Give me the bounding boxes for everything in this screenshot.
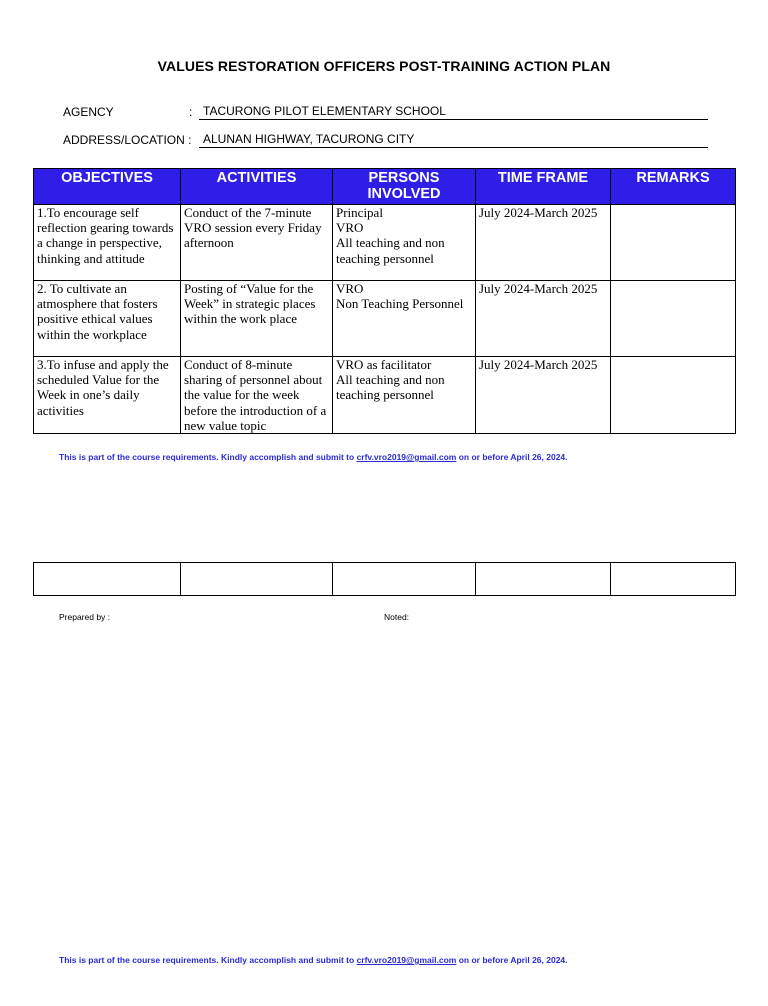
header-persons-involved: PERSONS INVOLVED [333, 169, 476, 205]
course-note [59, 452, 568, 462]
agency-field[interactable]: TACURONG PILOT ELEMENTARY SCHOOL [199, 104, 708, 120]
note-text-after: on or before April 26, 2024. [456, 452, 568, 462]
blank-cell[interactable] [34, 563, 181, 596]
remarks-cell[interactable] [611, 281, 736, 357]
person-entry: VRO [336, 220, 364, 236]
table-row [34, 205, 736, 281]
activity-cell: Conduct of the 7-minute VRO session every Friday afternoon [181, 205, 333, 281]
blank-cell[interactable] [333, 563, 476, 596]
agency-colon: : [189, 105, 193, 119]
person-entry: VRO as facilitator [336, 357, 432, 372]
page-title: VALUES RESTORATION OFFICERS POST-TRAINING ACTION PLAN [157, 58, 611, 74]
time-frame-cell: July 2024-March 2025 [476, 205, 611, 281]
blank-cell[interactable] [476, 563, 611, 596]
header-activities: ACTIVITIES [181, 169, 333, 205]
header-remarks: REMARKS [611, 169, 736, 205]
course-note-footer [59, 955, 568, 965]
time-frame-cell: July 2024-March 2025 [476, 281, 611, 357]
address-label: ADDRESS/LOCATION : [63, 133, 192, 147]
time-frame-cell: July 2024-March 2025 [476, 357, 611, 434]
person-entry: All teaching and non teaching personnel [336, 235, 445, 266]
header-objectives: OBJECTIVES [34, 169, 181, 205]
table-row [34, 563, 736, 596]
person-entry: Principal [336, 205, 383, 220]
person-entry: VRO [336, 281, 364, 296]
email-link[interactable]: crfv.vro2019@gmail.com [356, 955, 457, 965]
note-text-before: This is part of the course requirements. Kindly accomplish and submit to [59, 955, 357, 965]
table-header-row [34, 169, 736, 205]
remarks-cell[interactable] [611, 357, 736, 434]
activity-cell: Conduct of 8-minute sharing of personnel about the value for the week before the introduction of a new value topic [181, 357, 333, 434]
blank-cell[interactable] [181, 563, 333, 596]
objective-cell: 3.To infuse and apply the scheduled Value for the Week in one’s daily activities [34, 357, 181, 434]
table-row [34, 357, 736, 434]
note-text-before: This is part of the course requirements. Kindly accomplish and submit to [59, 452, 357, 462]
table-row [34, 281, 736, 357]
address-field[interactable]: ALUNAN HIGHWAY, TACURONG CITY [199, 132, 708, 148]
remarks-cell[interactable] [611, 205, 736, 281]
agency-label: AGENCY [63, 105, 114, 119]
noted-label: Noted: [384, 612, 410, 622]
persons-cell [333, 281, 476, 357]
person-entry: Non Teaching Personnel [336, 296, 464, 312]
activity-cell: Posting of “Value for the Week” in strategic places within the work place [181, 281, 333, 357]
blank-table [33, 562, 736, 596]
blank-cell[interactable] [611, 563, 736, 596]
action-plan-table [33, 168, 736, 434]
persons-cell [333, 205, 476, 281]
header-time-frame: TIME FRAME [476, 169, 611, 205]
persons-cell [333, 357, 476, 434]
objective-cell: 1.To encourage self reflection gearing towards a change in perspective, thinking and attitude [34, 205, 181, 281]
email-link[interactable]: crfv.vro2019@gmail.com [356, 452, 457, 462]
note-text-after: on or before April 26, 2024. [456, 955, 568, 965]
objective-cell: 2. To cultivate an atmosphere that fosters positive ethical values within the workplace [34, 281, 181, 357]
person-entry: All teaching and non teaching personnel [336, 372, 445, 403]
prepared-by-label: Prepared by : [59, 612, 111, 622]
